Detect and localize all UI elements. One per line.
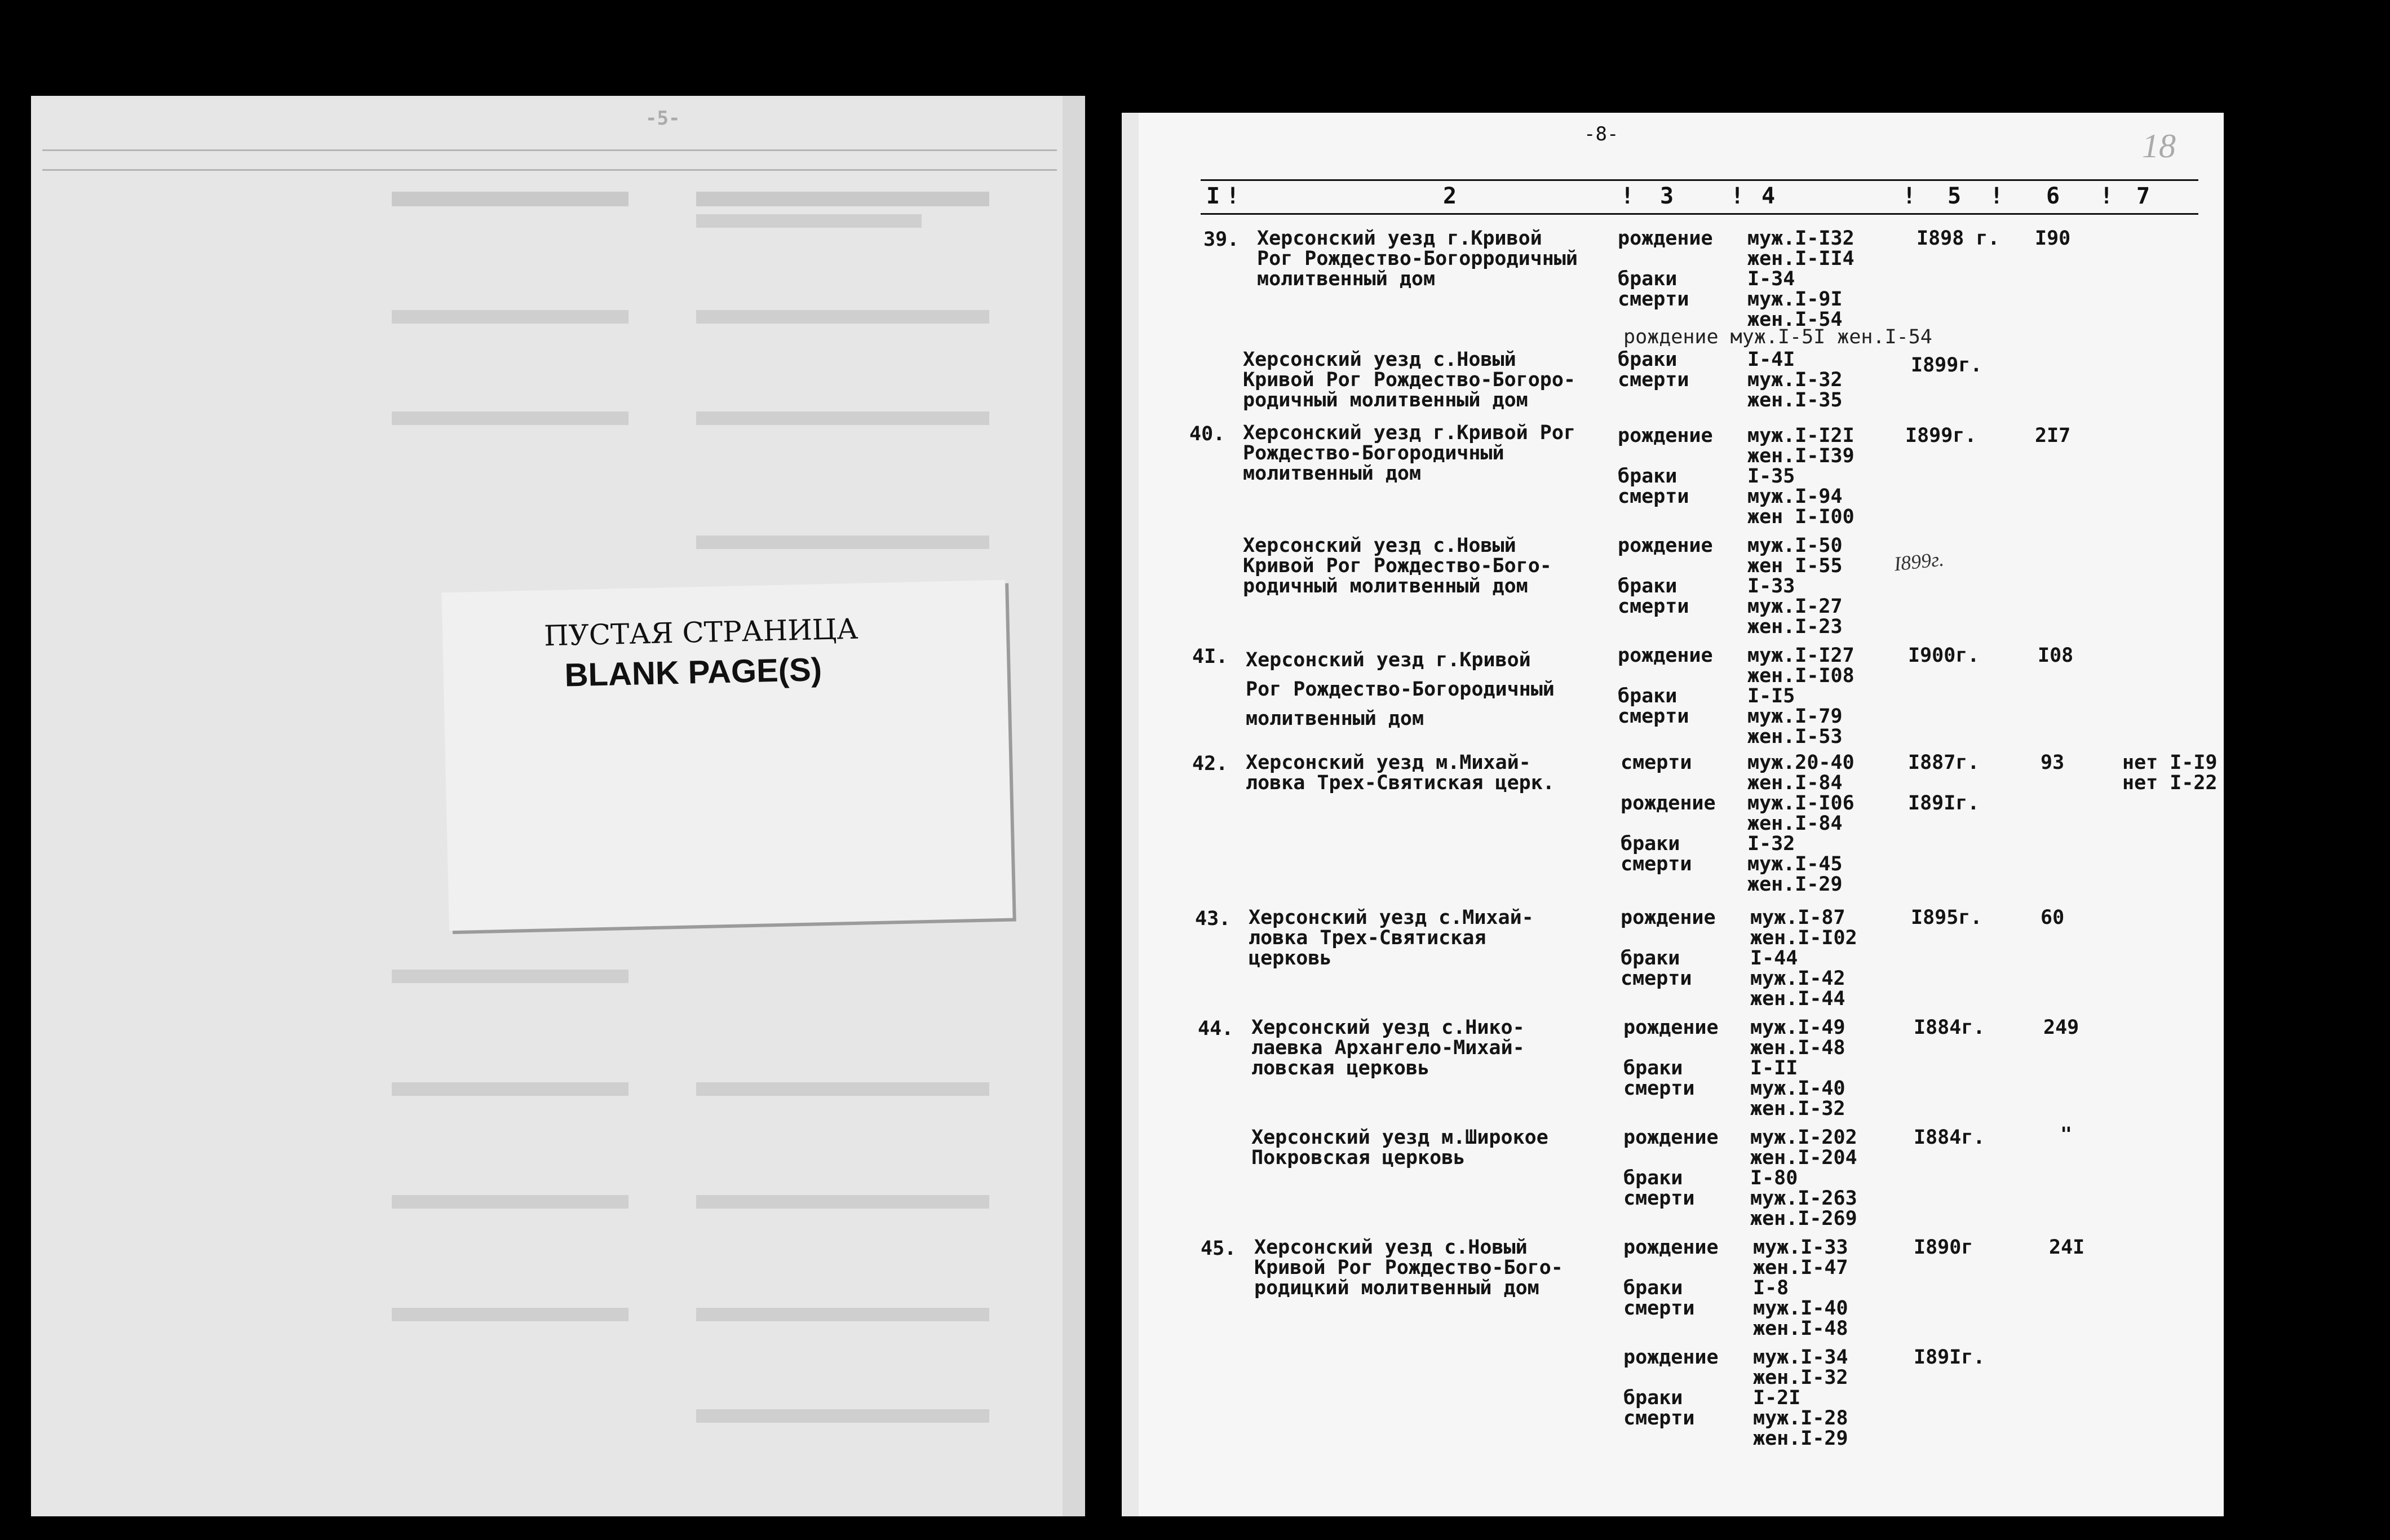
blank-label-en: BLANK PAGE(S): [564, 651, 822, 694]
column-header-1: I: [1206, 183, 1220, 209]
entry-counts: муж.I-I32 жен.I-II4 I-34 муж.I-9I жен.I-54: [1747, 227, 1855, 331]
column-separator: !: [1621, 183, 1635, 209]
entry-place: Херсонский уезд с.Новый Кривой Рог Рождество-Бого- родичный молитвенный дом: [1243, 534, 1552, 598]
bleed-through-text: [392, 1082, 629, 1096]
entry-pages: I08: [2038, 644, 2074, 667]
entry-year: I884г.: [1914, 1016, 1985, 1039]
entry-record-types: смерти рождение браки смерти: [1621, 751, 1716, 875]
column-separator: !: [1730, 183, 1745, 209]
entry-counts: муж.I-87 жен.I-I02 I-44 муж.I-42 жен.I-44: [1750, 906, 1857, 1010]
entry-place: Херсонский уезд м.Михай- ловка Трех-Святиская церк.: [1246, 751, 1555, 794]
column-separator: !: [1990, 183, 2004, 209]
entry-year: I895г.: [1911, 906, 1982, 929]
entry-number: 40.: [1189, 423, 1225, 445]
column-header-2: 2: [1443, 183, 1457, 209]
ghost-rule: [42, 149, 1057, 151]
entry-counts: муж.I-I27 жен.I-I08 I-I5 муж.I-79 жен.I-53: [1747, 644, 1855, 748]
entry-number: 44.: [1198, 1017, 1234, 1040]
entry-year: I887г. I89Iг.: [1908, 751, 1980, 815]
entry-counts: муж.I-34 жен.I-32 I-2I муж.I-28 жен.I-29: [1753, 1346, 1848, 1450]
bleed-through-text: [696, 192, 989, 206]
entry-record-types: рождение браки смерти: [1623, 1016, 1719, 1100]
entry-number: 4I.: [1192, 645, 1228, 668]
entry-counts: муж.I-49 жен.I-48 I-II муж.I-40 жен.I-32: [1750, 1016, 1845, 1120]
column-separator: !: [2100, 183, 2114, 209]
bleed-through-text: [392, 1195, 629, 1209]
entry-number: 39.: [1203, 228, 1240, 251]
column-separator: !: [1902, 183, 1917, 209]
entry-number: 45.: [1201, 1237, 1237, 1260]
column-header-6: 6: [2046, 183, 2060, 209]
entry-pages: I90: [2035, 227, 2071, 250]
entry-record-types: рождение браки смерти: [1623, 1126, 1719, 1210]
entry-place: Херсонский уезд г.Кривой Рог Рождество-Богородичный молитвенный дом: [1246, 649, 1555, 730]
column-header-5: 5: [1948, 183, 1962, 209]
entry-pages: 24I: [2049, 1236, 2085, 1259]
header-rule-bottom: [1201, 213, 2198, 215]
bleed-through-text: [392, 310, 629, 324]
entry-record-types: рождение браки смерти: [1623, 1346, 1719, 1430]
entry-record-types: рождение браки смерти: [1618, 644, 1713, 728]
bleed-through-text: [696, 536, 989, 549]
entry-place: Херсонский уезд с.Михай- ловка Трех-Святиская церковь: [1249, 906, 1534, 970]
entry-record-types: рождение браки смерти: [1618, 424, 1713, 508]
entry-record-types: рождение браки смерти: [1618, 227, 1713, 311]
entry-place: Херсонский уезд г.Кривой Рог Рождество-Богородичный молитвенный дом: [1243, 422, 1576, 485]
column-separator: !: [1226, 183, 1240, 209]
entry-place: Херсонский уезд м.Широкое Покровская церковь: [1251, 1126, 1548, 1169]
entry-pages: ": [2060, 1123, 2073, 1146]
column-header-4: 4: [1761, 183, 1776, 209]
bleed-through-text: [392, 192, 629, 206]
entry-year: I890г: [1914, 1236, 1973, 1259]
entry-number: 42.: [1192, 753, 1228, 775]
entry-year: I899г.: [1905, 424, 1977, 447]
entry-year: I900г.: [1908, 644, 1980, 667]
entry-year: I884г.: [1914, 1126, 1985, 1149]
folio-number: 18: [2142, 127, 2176, 165]
entry-pages: 93: [2041, 751, 2065, 774]
entry-pages: 249: [2043, 1016, 2079, 1039]
entry-number: 43.: [1195, 908, 1231, 930]
header-rule-top: [1201, 179, 2198, 181]
entry-counts: I-4I муж.I-32 жен.I-35: [1747, 348, 1843, 411]
bleed-through-text: [696, 1409, 989, 1423]
entry-place: Херсонский уезд с.Новый Кривой Рог Рождество-Богоро- родичный молитвенный дом: [1243, 348, 1576, 411]
bleed-through-text: [392, 970, 629, 983]
handwritten-year: I899г.: [1893, 547, 1945, 576]
blank-page-label: [441, 580, 1012, 931]
entry-pages: 60: [2041, 906, 2065, 929]
column-header-7: 7: [2136, 183, 2150, 209]
entry-record-types: браки смерти: [1618, 348, 1689, 391]
entry-place: Херсонский уезд г.Кривой Рог Рождество-Богорродичный молитвенный дом: [1257, 227, 1578, 290]
insert-line: рождение муж.I-5I жен.I-54: [1623, 326, 1932, 348]
right-page: [1122, 113, 2224, 1516]
page-fold: [1122, 113, 1139, 1516]
bleed-through-text: [696, 310, 989, 324]
entry-counts: муж.20-40 жен.I-84 муж.I-I06 жен.I-84 I-32 муж.I-45 жен.I-29: [1747, 751, 1855, 896]
left-page-number: -5-: [645, 107, 680, 130]
entry-place: Херсонский уезд с.Нико- лаевка Архангело-Михай- ловская церковь: [1251, 1016, 1525, 1079]
entry-counts: муж.I-33 жен.I-47 I-8 муж.I-40 жен.I-48: [1753, 1236, 1848, 1340]
page-gutter: [1063, 96, 1085, 1516]
bleed-through-text: [696, 214, 922, 228]
column-header-3: 3: [1660, 183, 1674, 209]
entry-counts: муж.I-I2I жен.I-I39 I-35 муж.I-94 жен I-I00: [1747, 424, 1855, 528]
entry-counts: муж.I-50 жен I-55 I-33 муж.I-27 жен.I-23: [1747, 534, 1843, 638]
entry-year: I899г.: [1911, 354, 1982, 377]
entry-pages: 2I7: [2035, 424, 2071, 447]
bleed-through-text: [696, 411, 989, 425]
ghost-rule: [42, 169, 1057, 171]
bleed-through-text: [696, 1082, 989, 1096]
bleed-through-text: [696, 1195, 989, 1209]
blank-label-ru: ПУСТАЯ СТРАНИЦА: [543, 612, 858, 653]
bleed-through-text: [696, 1308, 989, 1321]
entry-year: I89Iг.: [1914, 1346, 1985, 1369]
bleed-through-text: [392, 411, 629, 425]
entry-note: нет I-I9 нет I-22: [2122, 751, 2218, 794]
entry-record-types: рождение браки смерти: [1618, 534, 1713, 618]
entry-place: Херсонский уезд с.Новый Кривой Рог Рождество-Бого- родицкий молитвенный дом: [1254, 1236, 1563, 1299]
bleed-through-text: [392, 1308, 629, 1321]
page-number: -8-: [1584, 123, 1619, 145]
entry-year: I898 г.: [1917, 227, 2000, 250]
entry-record-types: рождение браки смерти: [1621, 906, 1716, 990]
entry-counts: муж.I-202 жен.I-204 I-80 муж.I-263 жен.I-269: [1750, 1126, 1857, 1230]
entry-record-types: рождение браки смерти: [1623, 1236, 1719, 1320]
